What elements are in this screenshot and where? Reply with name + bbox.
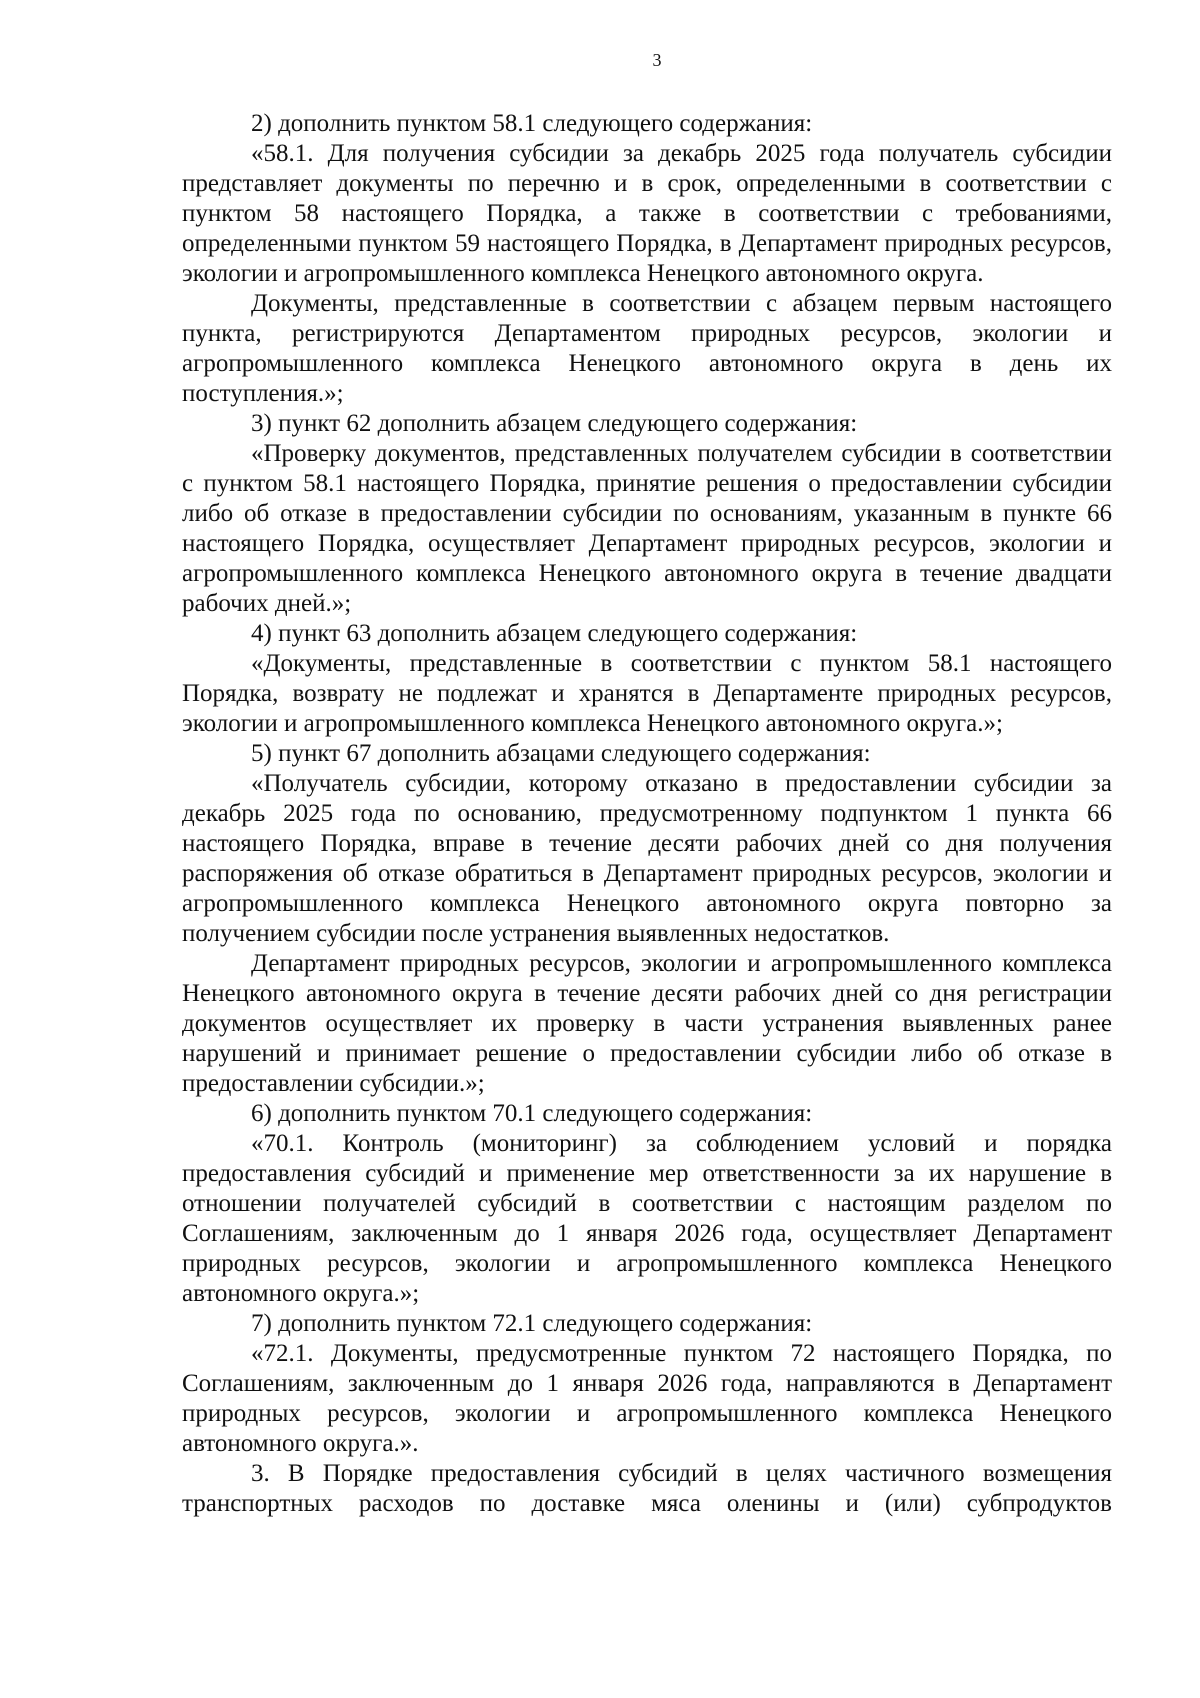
paragraph-item-4: 4) пункт 63 дополнить абзацем следующего содержания: (251, 620, 858, 647)
paragraph-item-3: 3) пункт 62 дополнить абзацем следующего содержания: (251, 410, 858, 437)
paragraph-item-6: 6) дополнить пунктом 70.1 следующего содержания: (251, 1100, 813, 1127)
page-number: 3 (652, 50, 662, 70)
paragraph-section-3: 3. В Порядке предоставления субсидий в целях частичного возмещения транспортных расходов по доставке мяса оленины и (или) субпродуктов (182, 1460, 1112, 1517)
paragraph-registration: Документы, представленные в соответствии с абзацем первым настоящего пункта, регистрируются Департаментом природных ресурсов, экологии и агропромышленного комплекса Ненецкого автономного округа в день их поступления.»; (182, 290, 1112, 407)
paragraph-58-1: «58.1. Для получения субсидии за декабрь 2025 года получатель субсидии представляет документы по перечню и в срок, определенными в соответствии с пунктом 58 настоящего Порядка, а также в соответствии с требованиями, определенными пунктом 59 настоящего Порядка, в Департамент природных ресурсов, экологии и агропромышленного комплекса Ненецкого автономного округа. (182, 140, 1112, 287)
paragraph-72-1: «72.1. Документы, предусмотренные пунктом 72 настоящего Порядка, по Соглашениям, заключенным до 1 января 2026 года, направляются в Департамент природных ресурсов, экологии и агропромышленного комплекса Ненецкого автономного округа.». (182, 1340, 1112, 1457)
paragraph-item-5: 5) пункт 67 дополнить абзацами следующего содержания: (251, 740, 871, 767)
paragraph-item-7: 7) дополнить пунктом 72.1 следующего содержания: (251, 1310, 813, 1337)
paragraph-70-1: «70.1. Контроль (мониторинг) за соблюдением условий и порядка предоставления субсидий и применение мер ответственности за их нарушение в отношении получателей субсидий в соответствии с настоящим разделом по Соглашениям, заключенным до 1 января 2026 года, осуществляет Департамент природных ресурсов, экологии и агропромышленного комплекса Ненецкого автономного округа.»; (182, 1130, 1112, 1307)
paragraph-documents-storage: «Документы, представленные в соответствии с пунктом 58.1 настоящего Порядка, возврату не подлежат и хранятся в Департаменте природных ресурсов, экологии и агропромышленного комплекса Ненецкого автономного округа.»; (182, 650, 1112, 737)
paragraph-item-2: 2) дополнить пунктом 58.1 следующего содержания: (251, 110, 813, 137)
paragraph-verification: «Проверку документов, представленных получателем субсидии в соответствии с пунктом 58.1 настоящего Порядка, принятие решения о предоставлении субсидии либо об отказе в предоставлении субсидии по основаниям, указанным в пункте 66 настоящего Порядка, осуществляет Департамент природных ресурсов, экологии и агропромышленного комплекса Ненецкого автономного округа в течение двадцати рабочих дней.»; (182, 440, 1112, 617)
document-page (182, 48, 1112, 1519)
paragraph-department-review: Департамент природных ресурсов, экологии и агропромышленного комплекса Ненецкого автономного округа в течение десяти рабочих дней со дня регистрации документов осуществляет их проверку в части устранения выявленных ранее нарушений и принимает решение о предоставлении субсидии либо об отказе в предоставлении субсидии.»; (182, 950, 1112, 1097)
paragraph-refusal-resubmission: «Получатель субсидии, которому отказано в предоставлении субсидии за декабрь 2025 года по основанию, предусмотренному подпунктом 1 пункта 66 настоящего Порядка, вправе в течение десяти рабочих дней со дня получения распоряжения об отказе обратиться в Департамент природных ресурсов, экологии и агропромышленного комплекса Ненецкого автономного округа повторно за получением субсидии после устранения выявленных недостатков. (182, 770, 1112, 947)
